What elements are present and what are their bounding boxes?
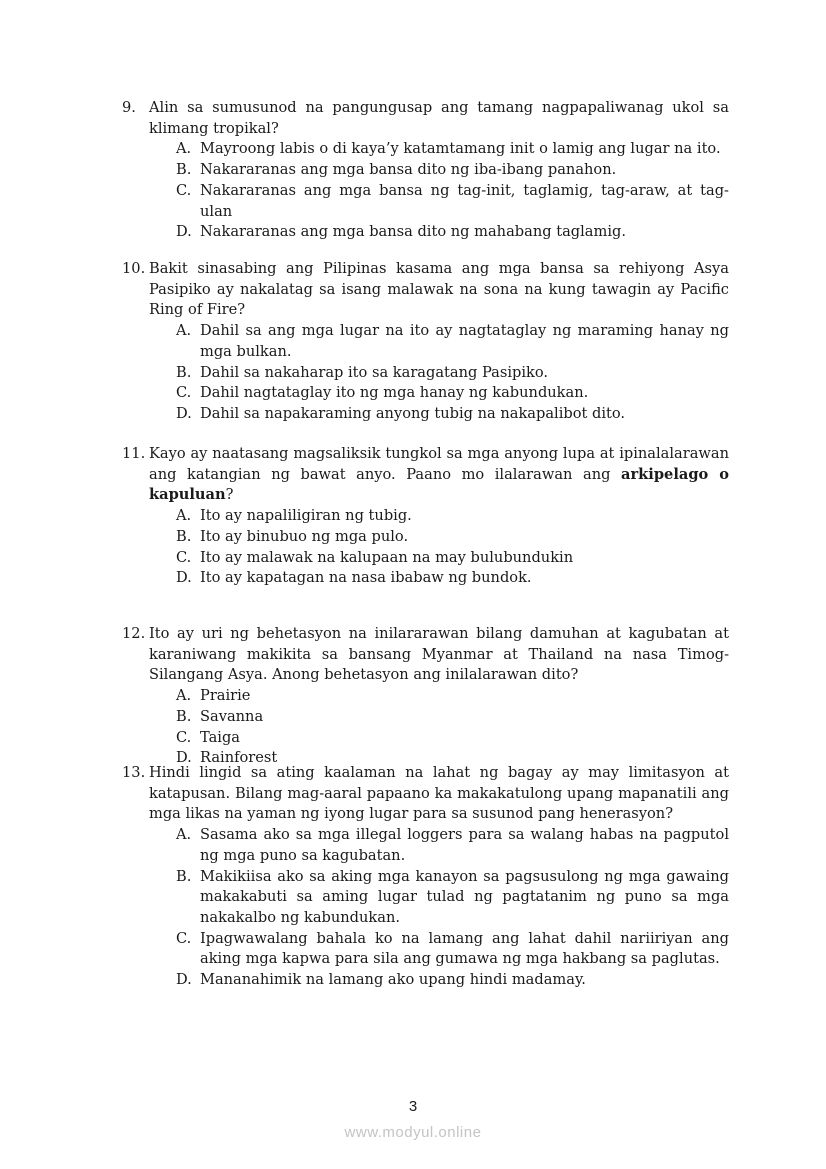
option-letter: C. — [176, 548, 192, 566]
watermark: www.modyul.online — [344, 1124, 482, 1141]
question-10 — [122, 259, 729, 425]
question-body — [149, 763, 729, 825]
question-text: Ito ay uri ng behetasyon na inilararawan bilang damuhan at kagubatan at karaniwang makikita sa bansang Myanmar at Thailand na nasa Timog-Silangang Asya. Anong behetasyon ang inilalarawan dito? — [149, 625, 729, 684]
option-text: Dahil sa ang mga lugar na ito ay nagtataglay ng maraming hanay ng mga bulkan. — [200, 322, 729, 360]
question-13 — [122, 763, 729, 991]
option-text: Makikiisa ako sa aking mga kanayon sa pagsusulong ng mga gawaing makakabuti sa aming lugar tulad ng pagtatanim ng puno sa mga nakakalbo ng kabundukan. — [200, 867, 729, 926]
option-text: Rainforest — [200, 749, 278, 767]
option-letter: C. — [176, 929, 192, 947]
option-text: Mayroong labis o di kaya’y katamtamang init o lamig ang lugar na ito. — [200, 140, 721, 158]
answer-option — [176, 867, 729, 929]
option-letter: B. — [176, 867, 192, 885]
question-stem — [122, 98, 729, 139]
answer-option — [176, 970, 729, 991]
answer-option — [176, 568, 729, 589]
question-body — [149, 98, 729, 139]
option-letter: C. — [176, 181, 192, 199]
answer-option — [176, 383, 729, 404]
question-emphasis: arkipelago o kapuluan — [149, 465, 730, 504]
option-text: Mananahimik na lamang ako upang hindi madamay. — [200, 971, 586, 989]
option-text: Nakararanas ang mga bansa dito ng iba-ibang panahon. — [200, 161, 617, 179]
option-text: Ipagwawalang bahala ko na lamang ang lahat dahil nariiriyan ang aking mga kapwa para sila ang gumawa ng mga hakbang sa paglutas. — [200, 929, 729, 968]
option-text: Prairie — [200, 687, 251, 705]
question-9 — [122, 98, 729, 243]
answer-option — [176, 181, 729, 222]
option-text: Ito ay malawak na kalupaan na may bulubundukin — [200, 548, 574, 566]
question-stem — [122, 444, 729, 506]
question-number: 10. — [122, 260, 146, 277]
question-stem — [122, 624, 729, 686]
option-text: Dahil sa napakaraming anyong tubig na nakapalibot dito. — [200, 404, 626, 422]
question-12 — [122, 624, 729, 769]
question-number: 9. — [122, 99, 136, 116]
question-number: 11. — [122, 445, 146, 462]
option-letter: D. — [176, 749, 192, 767]
option-letter: B. — [176, 161, 192, 179]
option-text: Savanna — [200, 707, 264, 725]
option-text: Ito ay napaliligiran ng tubig. — [200, 507, 412, 525]
question-number: 13. — [122, 764, 146, 781]
question-stem — [122, 259, 729, 321]
answer-option — [176, 321, 729, 362]
option-text: Ito ay binubuo ng mga pulo. — [200, 527, 409, 545]
question-text: Alin sa sumusunod na pangungusap ang tamang nagpapaliwanag ukol sa klimang tropikal? — [149, 99, 729, 137]
option-letter: C. — [176, 728, 192, 746]
answer-option — [176, 707, 729, 728]
option-letter: A. — [176, 507, 192, 525]
option-text: Nakararanas ang mga bansa dito ng mahabang taglamig. — [200, 223, 626, 241]
option-text: Sasama ako sa mga illegal loggers para sa walang habas na pagputol ng mga puno sa kagubatan. — [200, 826, 729, 864]
answer-option — [176, 139, 729, 160]
page-number: 3 — [408, 1098, 418, 1115]
option-letter: B. — [176, 707, 192, 725]
option-letter: D. — [176, 404, 192, 422]
answer-option — [176, 160, 729, 181]
question-text: Bakit sinasabing ang Pilipinas kasama ang mga bansa sa rehiyong Asya Pasipiko ay nakalatag sa isang malawak na sona na kung tawagin ay Pacific Ring of Fire? — [149, 260, 729, 319]
answer-option — [176, 404, 729, 425]
question-stem — [122, 763, 729, 825]
option-text: Nakararanas ang mga bansa ng tag-init, taglamig, tag-araw, at tag-ulan — [200, 181, 729, 220]
answer-option — [176, 728, 729, 749]
option-text: Ito ay kapatagan na nasa ibabaw ng bundok. — [200, 569, 532, 587]
question-number: 12. — [122, 625, 146, 642]
answer-option — [176, 548, 729, 569]
option-text: Dahil sa nakaharap ito sa karagatang Pasipiko. — [200, 363, 549, 381]
answer-option — [176, 686, 729, 707]
option-letter: A. — [176, 140, 192, 158]
answer-option — [176, 363, 729, 384]
question-11 — [122, 444, 729, 589]
option-letter: D. — [176, 971, 192, 989]
question-text-end: ? — [225, 486, 234, 504]
option-letter: C. — [176, 384, 192, 402]
question-body — [149, 624, 729, 686]
answer-option — [176, 527, 729, 548]
answer-option — [176, 506, 729, 527]
question-text: Kayo ay naatasang magsaliksik tungkol sa mga anyong lupa at ipinalalarawan ang katangian ng bawat anyo. Paano mo ilalarawan ang — [149, 445, 729, 483]
option-letter: B. — [176, 527, 192, 545]
option-letter: A. — [176, 826, 192, 844]
question-body — [149, 444, 729, 506]
option-letter: D. — [176, 223, 192, 241]
option-text: Dahil nagtataglay ito ng mga hanay ng kabundukan. — [200, 384, 589, 402]
answer-option — [176, 825, 729, 866]
option-text: Taiga — [200, 728, 241, 746]
answer-option — [176, 929, 729, 970]
question-text: Hindi lingid sa ating kaalaman na lahat ng bagay ay may limitasyon at katapusan. Bilang mag-aaral papaano ka makakatulong upang mapanatili ang mga likas na yaman ng iyong lugar para sa susunod pang henerasyon? — [149, 764, 729, 823]
option-letter: B. — [176, 363, 192, 381]
option-letter: A. — [176, 322, 192, 340]
question-body — [149, 259, 729, 321]
option-letter: D. — [176, 569, 192, 587]
answer-option — [176, 222, 729, 243]
option-letter: A. — [176, 687, 192, 705]
